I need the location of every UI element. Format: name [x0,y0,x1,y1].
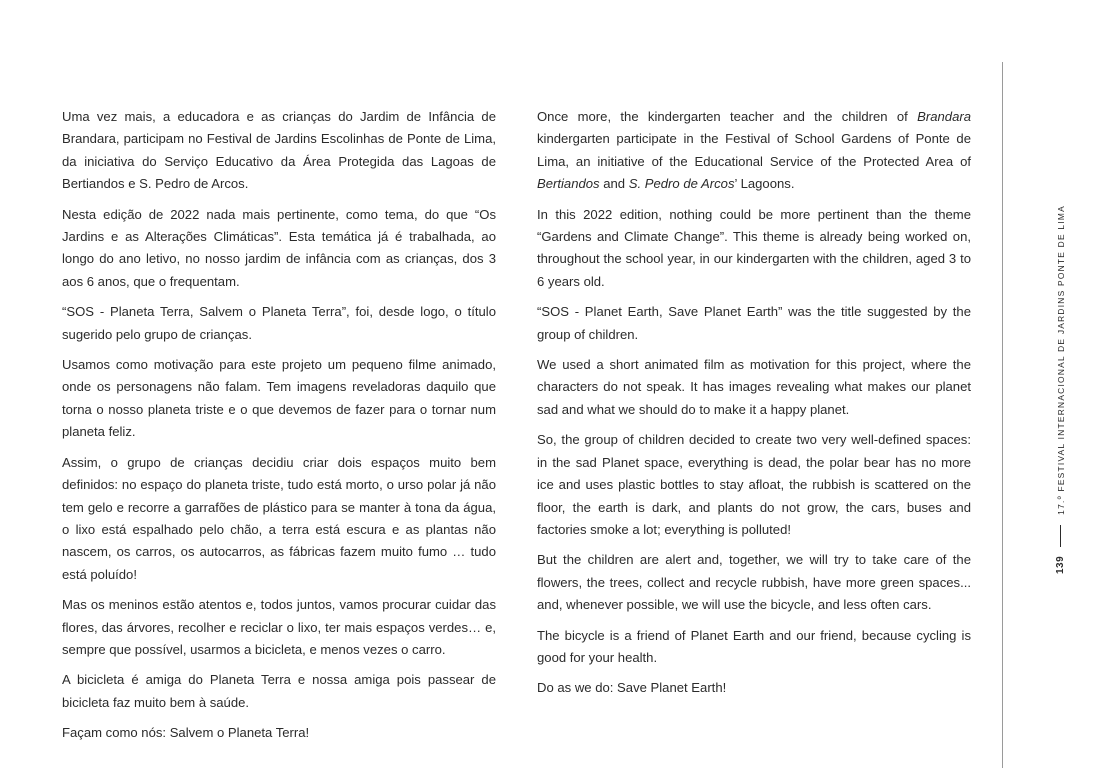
en-p1-brandara: Brandara [917,109,971,124]
page-number: 139 [1055,555,1066,574]
en-paragraph-3: “SOS - Planet Earth, Save Planet Earth” was the title suggested by the group of children. [537,304,971,342]
pt-paragraph-1: Uma vez mais, a educadora e as crianças do Jardim de Infância de Brandara, participam no Festival de Jardins Escolinhas de Ponte de Lima, da iniciativa do Serviço Educativo da Área Protegida das Lagoas de Bertiandos e S. Pedro de Arcos. [62,109,496,192]
pt-paragraph-3: “SOS - Planeta Terra, Salvem o Planeta Terra”, foi, desde logo, o título sugerido pelo grupo de crianças. [62,304,496,342]
en-paragraph-5: So, the group of children decided to create two very well-defined spaces: in the sad Planet space, everything is dead, the polar bear has no more ice and uses plastic bottles to stay afloat, the rubbish is scattered on the floor, the earth is dark, and plants do not grow, the cars, buses and factories smoke a lot; everything is polluted! [537,432,971,537]
en-paragraph-8: Do as we do: Save Planet Earth! [537,680,727,696]
footer-dash-divider [1060,525,1061,547]
margin-divider-line [1002,62,1003,768]
english-text-column [537,106,971,708]
en-paragraph-2: In this 2022 edition, nothing could be more pertinent than the theme “Gardens and Climate Change”. This theme is already being worked on, throughout the school year, in our kindergarten with the children, aged 3 to 6 years old. [537,206,971,289]
pt-paragraph-5: Assim, o grupo de crianças decidiu criar dois espaços muito bem definidos: no espaço do planeta triste, tudo está morto, o urso polar já não tem gelo e recorre a garrafões de plástico para se manter à tona da água, o lixo está espalhado pelo chão, a terra está escura e as plantas não nascem, os carros, os autocarros, as fábricas fazem muito fumo … tudo está poluído! [62,454,496,582]
festival-title: 17.º FESTIVAL INTERNACIONAL DE JARDINS PONTE DE LIMA [1055,205,1066,515]
en-p1-text-d: ’ Lagoons. [734,176,795,192]
en-p1-text-b: kindergarten participate in the Festival of School Gardens of Ponte de Lima, an initiative of the Educational Service of the Protected Area of [537,131,971,169]
en-paragraph-4: We used a short animated film as motivation for this project, where the characters do not speak. It has images revealing what makes our planet sad and what we should do to make it a happy planet. [537,357,971,417]
pt-paragraph-7: A bicicleta é amiga do Planeta Terra e nossa amiga pois passear de bicicleta faz muito bem à saúde. [62,672,496,710]
vertical-footer-inner [1055,205,1066,574]
pt-paragraph-2: Nesta edição de 2022 nada mais pertinente, como tema, do que “Os Jardins e as Alterações Climáticas”. Esta temática já é trabalhada, ao longo do ano letivo, no nosso jardim de infância com as crianças, dos 3 aos 6 anos, que o frequentam. [62,206,496,289]
en-p1-bertiandos: Bertiandos [537,176,600,192]
en-paragraph-6: But the children are alert and, together, we will try to take care of the flowers, the trees, collect and recycle rubbish, have more green spaces... and, whenever possible, we will use the bicycle, and less often cars. [537,552,971,613]
en-paragraph-7: The bicycle is a friend of Planet Earth and our friend, because cycling is good for your health. [537,627,971,665]
portuguese-text-column [62,106,496,753]
pt-paragraph-6: Mas os meninos estão atentos e, todos juntos, vamos procurar cuidar das flores, das árvores, recolher e reciclar o lixo, ter mais espaços verdes… e, sempre que possível, usarmos a bicicleta, e menos vezes o carro. [62,597,496,657]
pt-paragraph-4: Usamos como motivação para este projeto um pequeno filme animado, onde os personagens não falam. Tem imagens reveladoras daquilo que torna o nosso planeta triste e o que devemos de fazer para o tornar num planeta feliz. [62,357,496,440]
en-p1-text-c: and [599,176,629,192]
en-p1-text-a: Once more, the kindergarten teacher and the children of [537,109,918,124]
pt-paragraph-8: Façam como nós: Salvem o Planeta Terra! [62,725,310,741]
en-paragraph-1 [537,106,971,196]
en-p1-spedro: S. Pedro de Arcos [628,176,735,192]
